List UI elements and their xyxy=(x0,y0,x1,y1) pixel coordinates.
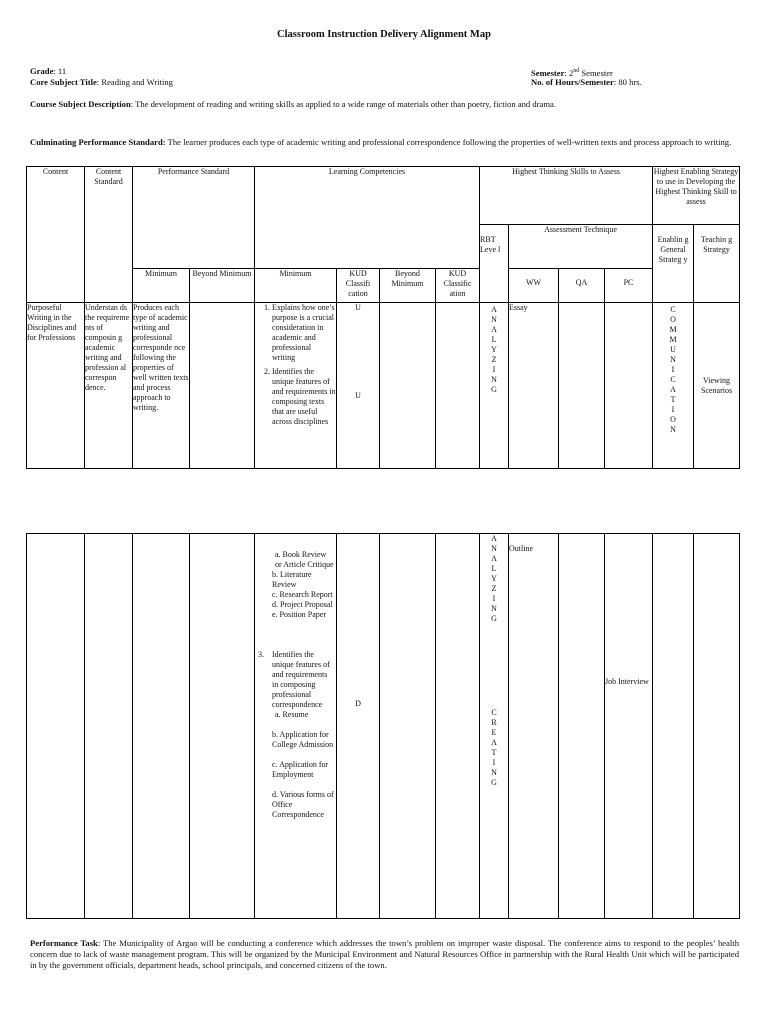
page-title: Classroom Instruction Delivery Alignment Map xyxy=(277,29,491,40)
competency-3-text: Identifies the unique features of and requirements in composing professional correspondence xyxy=(272,650,330,709)
row2-pc: Job Interview xyxy=(605,534,653,919)
rbt-gap xyxy=(480,624,508,708)
rbt-letter: Y xyxy=(491,574,497,583)
sub-item: d. Project Proposal xyxy=(272,600,333,609)
enabling-letter: I xyxy=(671,365,675,374)
header-kud-2: KUD Classific ation xyxy=(436,269,480,303)
enabling-letter: M xyxy=(669,335,677,344)
enabling-letter: N xyxy=(670,425,676,434)
header-kud: KUD Classifi cation xyxy=(337,269,380,303)
competency-list xyxy=(255,303,336,427)
enabling-letter: O xyxy=(670,415,676,424)
rbt-letter: I xyxy=(492,365,496,374)
rbt-letter: Y xyxy=(491,345,497,354)
sub-item: b. Application for College Admission xyxy=(272,730,334,749)
enabling-letter: U xyxy=(670,345,676,354)
rbt-letter: N xyxy=(491,768,497,777)
row1-performance-minimum: Produces each type of academic writing and professional corresponde nce following the properties of well written texts and process approach to writing. xyxy=(133,303,190,469)
rbt-letter: G xyxy=(491,614,497,623)
header-pc: PC xyxy=(605,269,653,303)
header-highest-thinking: Highest Thinking Skills to Assess xyxy=(480,167,653,225)
rbt-letter: N xyxy=(491,315,497,324)
sub-item: e. Position Paper xyxy=(272,610,326,619)
rbt-letter: L xyxy=(491,335,497,344)
enabling-letter: C xyxy=(670,375,676,384)
sub-item: a. Book Review or Article Critique xyxy=(275,550,334,569)
header-enabling-general: Enablin g General Strateg y xyxy=(653,225,694,303)
row2-rbt xyxy=(480,534,509,919)
row1-kud xyxy=(337,303,380,469)
course-description xyxy=(30,99,740,109)
row2-ww: Outline xyxy=(509,534,559,919)
culminating-standard xyxy=(30,137,740,148)
header-assessment-technique: Assessment Technique xyxy=(509,225,653,269)
row2-enabling xyxy=(653,534,694,919)
rbt-letter: L xyxy=(491,564,497,573)
header-content: Content xyxy=(27,167,85,303)
performance-task-text: : The Municipality of Argao will be conducting a conference which addresses the town’s problem on improper waste disposal. The conference aims to respond to the peoples’ health concern due to lack of waste management program. This will be organized by the Municipal Environment and Natural Resources Office in partnership with the Rural Health Unit which will be participated in by the government officials, department heads, school principals, and concerned citizens of the town. xyxy=(30,938,739,970)
row1-rbt xyxy=(480,303,509,469)
header-qa: QA xyxy=(559,269,605,303)
rbt-letter: A xyxy=(491,305,497,314)
header-lc-beyond: Beyond Minimum xyxy=(380,269,436,303)
rbt-letter: Z xyxy=(491,584,497,593)
sub-item: c. Research Report xyxy=(272,590,333,599)
semester-suffix: Semester xyxy=(579,67,613,78)
rbt-letter: A xyxy=(491,554,497,563)
row2-competencies xyxy=(255,534,337,919)
semester-label: Semester xyxy=(531,67,565,78)
enabling-letter: O xyxy=(670,315,676,324)
sub-item: c. Application for Employment xyxy=(272,760,329,779)
row1-performance-beyond xyxy=(190,303,255,469)
rbt-letter: A xyxy=(491,325,497,334)
culminating-text: The learner produces each type of academic writing and professional correspondence following the properties of well-written texts and process approach to writing. xyxy=(165,137,732,147)
enabling-letter: M xyxy=(669,325,677,334)
row1-content: Purposeful Writing in the Disciplines and for Professions xyxy=(27,303,85,469)
rbt-letter: G xyxy=(491,385,497,394)
rbt-letter: I xyxy=(492,758,496,767)
description-label: Course Subject Description xyxy=(30,99,131,109)
competency-1: 1. Explains how one’s purpose is a crucial consideration in academic and professional writing xyxy=(272,303,336,363)
rbt-letter: C xyxy=(491,708,497,717)
sub-item: b. Literature Review xyxy=(272,570,312,589)
grade-line xyxy=(30,66,66,76)
enabling-letter: T xyxy=(670,395,676,404)
kud-2: U xyxy=(355,391,361,400)
alignment-table-1 xyxy=(26,166,740,469)
hours-value: : 80 hrs. xyxy=(613,77,642,87)
rbt-letter: A xyxy=(491,738,497,747)
row1-ww: Essay xyxy=(509,303,559,469)
row2-performance-beyond xyxy=(190,534,255,919)
competency-3 xyxy=(255,620,336,820)
rbt-letter: N xyxy=(491,544,497,553)
row1-content-standard: Understan ds the requireme nts of composin g academic writing and profession al correspon dence. xyxy=(85,303,133,469)
enabling-letter: C xyxy=(670,305,676,314)
row2-content-standard xyxy=(85,534,133,919)
rbt-letter: R xyxy=(491,718,497,727)
header-content-standard: Content Standard xyxy=(85,167,133,303)
sub-item: a. Resume xyxy=(275,710,309,719)
semester-value: : 2 xyxy=(564,67,574,78)
competency-2: 2. Identifies the unique features of and requirements in composing texts that are useful across disciplines xyxy=(272,367,336,427)
row1-teaching: Viewing Scenarios xyxy=(694,303,740,469)
grade-value: : 11 xyxy=(53,66,67,76)
row1-kud-2 xyxy=(436,303,480,469)
row2-content xyxy=(27,534,85,919)
row1-enabling xyxy=(653,303,694,469)
kud-1: U xyxy=(355,303,361,312)
sub-list-a xyxy=(255,534,336,620)
header-performance-standard: Performance Standard xyxy=(133,167,255,269)
performance-task xyxy=(30,938,739,971)
core-subject-line xyxy=(30,77,173,87)
row1-competencies xyxy=(255,303,337,469)
header-teaching-strategy: Teachin g Strategy xyxy=(694,225,740,303)
row2-teaching xyxy=(694,534,740,919)
rbt-letter: A xyxy=(491,534,497,543)
header-minimum: Minimum xyxy=(133,269,190,303)
rbt-letter: N xyxy=(491,375,497,384)
description-text: : The development of reading and writing skills as applied to a wide range of materials other than poetry, fiction and drama. xyxy=(130,99,556,109)
competency-3-number: 3. xyxy=(258,650,264,659)
row2-qa xyxy=(559,534,605,919)
culminating-label: Culminating Performance Standard: xyxy=(30,137,166,147)
core-subject-value: : Reading and Writing xyxy=(96,77,173,87)
header-lc-minimum: Minimum xyxy=(255,269,337,303)
rbt-letter: N xyxy=(491,604,497,613)
core-subject-label: Core Subject Title xyxy=(30,77,97,87)
grade-label: Grade xyxy=(30,66,54,76)
rbt-letter: T xyxy=(491,748,497,757)
row1-lc-beyond xyxy=(380,303,436,469)
row2-performance-minimum xyxy=(133,534,190,919)
enabling-letter: I xyxy=(671,405,675,414)
rbt-letter: Z xyxy=(491,355,497,364)
semester-sup: nd xyxy=(573,68,580,74)
row1-qa xyxy=(559,303,605,469)
enabling-letter: A xyxy=(670,385,676,394)
performance-task-label: Performance Task xyxy=(30,938,98,948)
rbt-letter: G xyxy=(491,778,497,787)
enabling-letter: N xyxy=(670,355,676,364)
row1-pc xyxy=(605,303,653,469)
header-highest-enabling: Highest Enabling Strategy to use in Developing the Highest Thinking Skill to assess xyxy=(653,167,740,225)
row2-kud-2 xyxy=(436,534,480,919)
header-ww: WW xyxy=(509,269,559,303)
hours-label: No. of Hours/Semester xyxy=(531,77,614,87)
rbt-letter: E xyxy=(491,728,497,737)
hours-line xyxy=(531,77,642,87)
sub-item: d. Various forms of Office Correspondence xyxy=(272,790,334,819)
header-rbt: RBT Leve l xyxy=(480,225,509,303)
rbt-letter: I xyxy=(492,594,496,603)
header-beyond-minimum: Beyond Minimum xyxy=(190,269,255,303)
row2-lc-beyond xyxy=(380,534,436,919)
alignment-table-2 xyxy=(26,533,740,919)
row2-kud: D xyxy=(337,534,380,919)
header-learning-competencies: Learning Competencies xyxy=(255,167,480,269)
